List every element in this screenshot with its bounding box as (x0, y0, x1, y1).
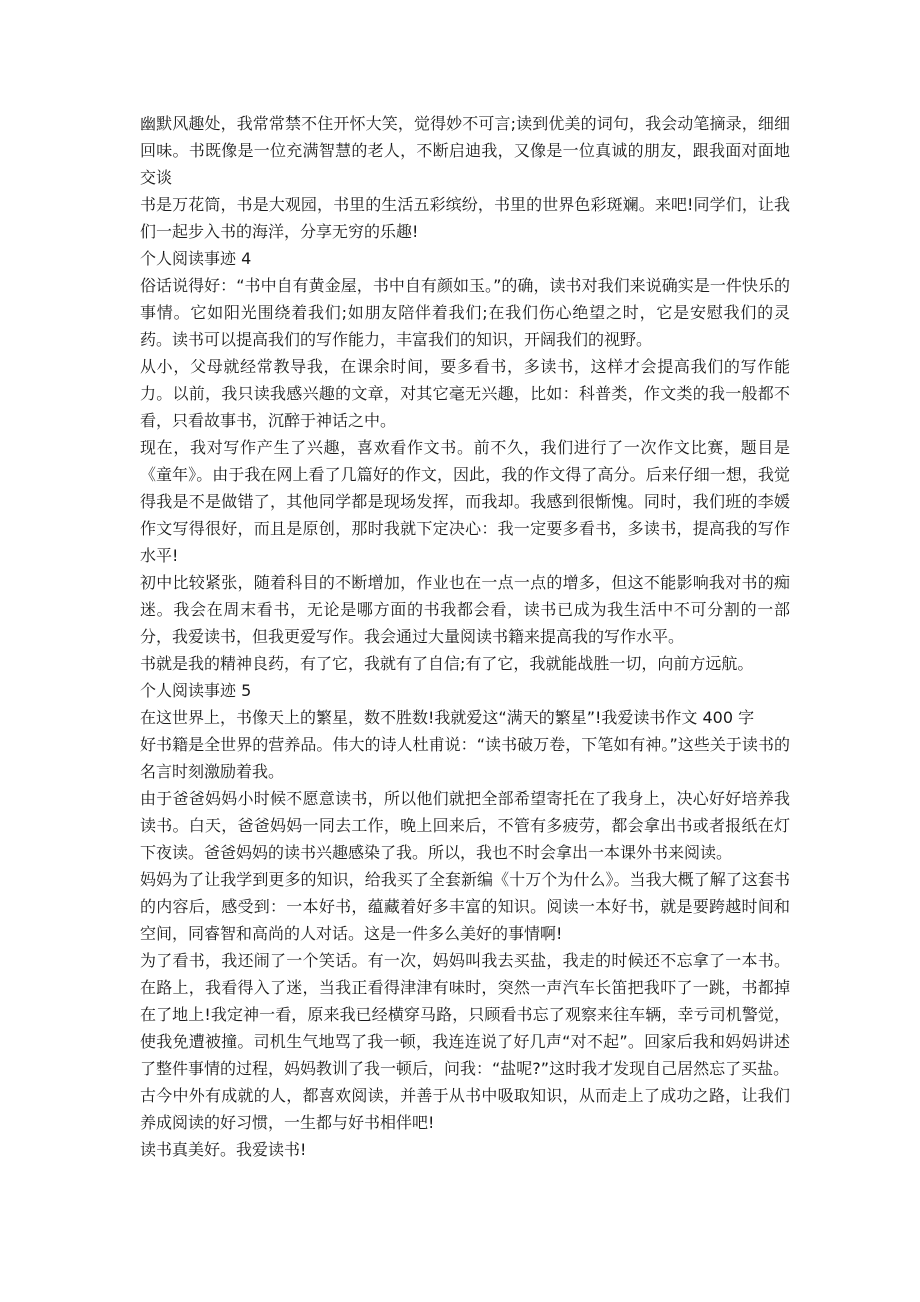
paragraph: 妈妈为了让我学到更多的知识，给我买了全套新编《十万个为什么》。当我大概了解了这套书的内容后，感受到：一本好书，蕴藏着好多丰富的知识。阅读一本好书，就是要跨越时间和空间，同睿智和高尚的人对话。这是一件多么美好的事情啊! (140, 870, 790, 943)
section-heading: 个人阅读事迹 5 (140, 681, 252, 700)
paragraph: 在这世界上，书像天上的繁星，数不胜数!我就爱这“满天的繁星”!我爱读书作文 400 字 (140, 708, 755, 727)
section-heading: 个人阅读事迹 4 (140, 249, 252, 268)
paragraph: 书是万花筒，书是大观园，书里的生活五彩缤纷，书里的世界色彩斑斓。来吧!同学们，让我们一起步入书的海洋，分享无穷的乐趣! (140, 195, 790, 241)
document-page (140, 110, 790, 1163)
paragraph: 读书真美好。我爱读书! (140, 1140, 307, 1159)
paragraph: 由于爸爸妈妈小时候不愿意读书，所以他们就把全部希望寄托在了我身上，决心好好培养我读书。白天，爸爸妈妈一同去工作，晚上回来后，不管有多疲劳，都会拿出书或者报纸在灯下夜读。爸爸妈妈的读书兴趣感染了我。所以，我也不时会拿出一本课外书来阅读。 (140, 789, 790, 862)
paragraph: 初中比较紧张，随着科目的不断增加，作业也在一点一点的增多，但这不能影响我对书的痴迷。我会在周末看书，无论是哪方面的书我都会看，读书已成为我生活中不可分割的一部分，我爱读书，但我更爱写作。我会通过大量阅读书籍来提高我的写作水平。 (140, 573, 790, 646)
paragraph: 好书籍是全世界的营养品。伟大的诗人杜甫说：“读书破万卷，下笔如有神。”这些关于读书的名言时刻激励着我。 (140, 735, 790, 781)
paragraph: 俗话说得好：“书中自有黄金屋，书中自有颜如玉。”的确，读书对我们来说确实是一件快乐的事情。它如阳光围绕着我们;如朋友陪伴着我们;在我们伤心绝望之时，它是安慰我们的灵药。读书可以提高我们的写作能力，丰富我们的知识，开阔我们的视野。 (140, 276, 790, 349)
paragraph: 为了看书，我还闹了一个笑话。有一次，妈妈叫我去买盐，我走的时候还不忘拿了一本书。在路上，我看得入了迷，当我正看得津津有味时，突然一声汽车长笛把我吓了一跳，书都掉在了地上!我定神一看，原来我已经横穿马路，只顾看书忘了观察来往车辆，幸亏司机警觉，使我免遭被撞。司机生气地骂了我一顿，我连连说了好几声“对不起”。回家后我和妈妈讲述了整件事情的过程，妈妈教训了我一顿后，问我：“盐呢?”这时我才发现自己居然忘了买盐。 (140, 951, 790, 1078)
paragraph: 书就是我的精神良药，有了它，我就有了自信;有了它，我就能战胜一切，向前方远航。 (140, 654, 754, 673)
paragraph: 现在，我对写作产生了兴趣，喜欢看作文书。前不久，我们进行了一次作文比赛，题目是《童年》。由于我在网上看了几篇好的作文，因此，我的作文得了高分。后来仔细一想，我觉得我是不是做错了，其他同学都是现场发挥，而我却。我感到很惭愧。同时，我们班的李媛作文写得很好，而且是原创，那时我就下定决心：我一定要多看书，多读书，提高我的写作水平! (140, 438, 790, 565)
paragraph: 从小，父母就经常教导我，在课余时间，要多看书，多读书，这样才会提高我们的写作能力。以前，我只读我感兴趣的文章，对其它毫无兴趣，比如：科普类，作文类的我一般都不看，只看故事书，沉醉于神话之中。 (140, 357, 790, 430)
paragraph: 古今中外有成就的人，都喜欢阅读，并善于从书中吸取知识，从而走上了成功之路，让我们养成阅读的好习惯，一生都与好书相伴吧! (140, 1086, 790, 1132)
paragraph: 幽默风趣处，我常常禁不住开怀大笑，觉得妙不可言;读到优美的词句，我会动笔摘录，细细回味。书既像是一位充满智慧的老人，不断启迪我，又像是一位真诚的朋友，跟我面对面地交谈 (140, 114, 790, 187)
